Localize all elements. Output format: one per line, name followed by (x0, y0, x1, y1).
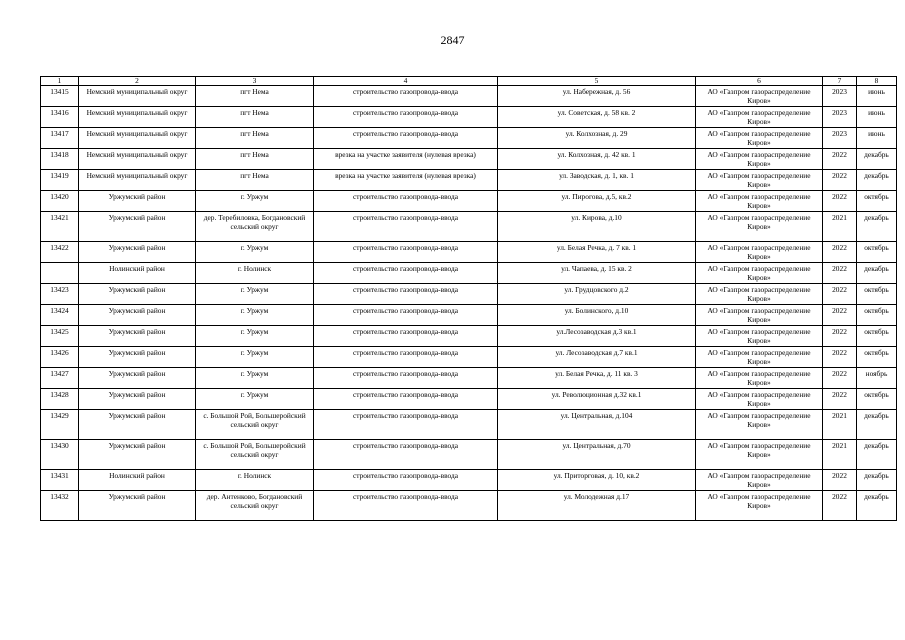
cell-year: 2021 (823, 410, 857, 440)
cell-year: 2022 (823, 191, 857, 212)
cell-month: октябрь (857, 347, 897, 368)
table-row (41, 86, 897, 107)
cell-locality: дер. Антенково, Богдановский сельский округ (196, 491, 314, 521)
cell-month: декабрь (857, 212, 897, 242)
table-row (41, 368, 897, 389)
cell-month: октябрь (857, 305, 897, 326)
table-row (41, 284, 897, 305)
cell-year: 2021 (823, 212, 857, 242)
cell-area: Уржумский район (79, 284, 196, 305)
table-header-row (41, 77, 897, 86)
cell-organization: АО «Газпром газораспределение Киров» (696, 440, 823, 470)
cell-area: Немский муниципальный округ (79, 107, 196, 128)
cell-id: 13431 (41, 470, 79, 491)
cell-locality: г. Уржум (196, 284, 314, 305)
cell-address: ул. Революционная д.32 кв.1 (498, 389, 696, 410)
column-header: 6 (696, 77, 823, 86)
cell-year: 2022 (823, 149, 857, 170)
table-row (41, 212, 897, 242)
cell-organization: АО «Газпром газораспределение Киров» (696, 389, 823, 410)
cell-work-type: строительство газопровода-ввода (314, 242, 498, 263)
column-header: 1 (41, 77, 79, 86)
cell-organization: АО «Газпром газораспределение Киров» (696, 470, 823, 491)
cell-year: 2022 (823, 347, 857, 368)
cell-id (41, 263, 79, 284)
cell-year: 2022 (823, 389, 857, 410)
cell-year: 2022 (823, 284, 857, 305)
cell-address: ул. Белая Речка, д. 11 кв. 3 (498, 368, 696, 389)
cell-organization: АО «Газпром газораспределение Киров» (696, 491, 823, 521)
cell-organization: АО «Газпром газораспределение Киров» (696, 326, 823, 347)
cell-month: декабрь (857, 440, 897, 470)
cell-year: 2023 (823, 107, 857, 128)
cell-address: ул. Пирогова, д.5, кв.2 (498, 191, 696, 212)
cell-month: октябрь (857, 326, 897, 347)
cell-year: 2022 (823, 470, 857, 491)
cell-area: Уржумский район (79, 326, 196, 347)
table-row (41, 326, 897, 347)
cell-address: ул. Центральная, д.70 (498, 440, 696, 470)
cell-organization: АО «Газпром газораспределение Киров» (696, 284, 823, 305)
cell-month: декабрь (857, 149, 897, 170)
cell-month: октябрь (857, 191, 897, 212)
cell-organization: АО «Газпром газораспределение Киров» (696, 191, 823, 212)
table-row (41, 191, 897, 212)
cell-work-type: строительство газопровода-ввода (314, 440, 498, 470)
cell-address: ул. Приторговая, д. 10, кв.2 (498, 470, 696, 491)
cell-area: Уржумский район (79, 440, 196, 470)
column-header: 2 (79, 77, 196, 86)
cell-address: ул. Лесозаводская д.7 кв.1 (498, 347, 696, 368)
cell-work-type: врезка на участке заявителя (нулевая врезка) (314, 149, 498, 170)
cell-work-type: строительство газопровода-ввода (314, 107, 498, 128)
cell-area: Уржумский район (79, 368, 196, 389)
cell-locality: пгт Нема (196, 170, 314, 191)
cell-locality: г. Уржум (196, 389, 314, 410)
table-row (41, 491, 897, 521)
cell-area: Немский муниципальный округ (79, 149, 196, 170)
cell-address: ул. Советская, д. 58 кв. 2 (498, 107, 696, 128)
cell-address: ул. Кирова, д.10 (498, 212, 696, 242)
cell-id: 13422 (41, 242, 79, 263)
table-row (41, 305, 897, 326)
cell-organization: АО «Газпром газораспределение Киров» (696, 107, 823, 128)
cell-id: 13417 (41, 128, 79, 149)
table-row (41, 149, 897, 170)
column-header: 3 (196, 77, 314, 86)
cell-address: ул.Лесозаводская д.3 кв.1 (498, 326, 696, 347)
cell-locality: пгт Нема (196, 149, 314, 170)
column-header: 7 (823, 77, 857, 86)
gas-connection-table (40, 76, 897, 521)
cell-area: Уржумский район (79, 389, 196, 410)
cell-area: Немский муниципальный округ (79, 128, 196, 149)
cell-organization: АО «Газпром газораспределение Киров» (696, 149, 823, 170)
cell-id: 13425 (41, 326, 79, 347)
cell-locality: с. Большой Рой, Большеройский сельский округ (196, 410, 314, 440)
cell-work-type: строительство газопровода-ввода (314, 347, 498, 368)
cell-id: 13418 (41, 149, 79, 170)
cell-area: Уржумский район (79, 491, 196, 521)
cell-year: 2022 (823, 242, 857, 263)
cell-id: 13419 (41, 170, 79, 191)
cell-id: 13429 (41, 410, 79, 440)
cell-work-type: строительство газопровода-ввода (314, 470, 498, 491)
cell-work-type: строительство газопровода-ввода (314, 368, 498, 389)
cell-month: июнь (857, 107, 897, 128)
cell-month: ноябрь (857, 368, 897, 389)
cell-id: 13424 (41, 305, 79, 326)
table-row (41, 347, 897, 368)
cell-month: июнь (857, 128, 897, 149)
cell-year: 2022 (823, 305, 857, 326)
cell-work-type: строительство газопровода-ввода (314, 410, 498, 440)
cell-locality: дер. Теребиловка, Богдановский сельский округ (196, 212, 314, 242)
cell-area: Уржумский район (79, 242, 196, 263)
cell-year: 2022 (823, 326, 857, 347)
cell-locality: г. Уржум (196, 305, 314, 326)
cell-id: 13432 (41, 491, 79, 521)
table-row (41, 263, 897, 284)
cell-month: июнь (857, 86, 897, 107)
cell-address: ул. Чапаева, д. 15 кв. 2 (498, 263, 696, 284)
cell-area: Немский муниципальный округ (79, 170, 196, 191)
cell-address: ул. Болинского, д.10 (498, 305, 696, 326)
cell-organization: АО «Газпром газораспределение Киров» (696, 263, 823, 284)
cell-id: 13426 (41, 347, 79, 368)
cell-month: декабрь (857, 170, 897, 191)
cell-locality: г. Нолинск (196, 263, 314, 284)
table-row (41, 440, 897, 470)
column-header: 8 (857, 77, 897, 86)
cell-address: ул. Молодежная д.17 (498, 491, 696, 521)
cell-year: 2022 (823, 170, 857, 191)
cell-month: декабрь (857, 263, 897, 284)
cell-address: ул. Набережная, д. 56 (498, 86, 696, 107)
cell-organization: АО «Газпром газораспределение Киров» (696, 170, 823, 191)
page-number: 2847 (440, 33, 465, 47)
cell-id: 13415 (41, 86, 79, 107)
cell-locality: г. Уржум (196, 242, 314, 263)
table-row (41, 128, 897, 149)
cell-month: декабрь (857, 491, 897, 521)
cell-year: 2022 (823, 491, 857, 521)
column-header: 5 (498, 77, 696, 86)
cell-month: декабрь (857, 410, 897, 440)
table-row (41, 107, 897, 128)
cell-id: 13421 (41, 212, 79, 242)
cell-month: октябрь (857, 242, 897, 263)
cell-organization: АО «Газпром газораспределение Киров» (696, 86, 823, 107)
cell-organization: АО «Газпром газораспределение Киров» (696, 128, 823, 149)
cell-locality: г. Уржум (196, 368, 314, 389)
cell-work-type: строительство газопровода-ввода (314, 191, 498, 212)
table-row (41, 242, 897, 263)
cell-locality: г. Уржум (196, 347, 314, 368)
cell-locality: пгт Нема (196, 86, 314, 107)
cell-organization: АО «Газпром газораспределение Киров» (696, 305, 823, 326)
cell-work-type: строительство газопровода-ввода (314, 326, 498, 347)
cell-area: Уржумский район (79, 212, 196, 242)
cell-area: Нолинский район (79, 470, 196, 491)
table-row (41, 170, 897, 191)
cell-month: декабрь (857, 470, 897, 491)
cell-address: ул. Колхозная, д. 42 кв. 1 (498, 149, 696, 170)
cell-area: Уржумский район (79, 191, 196, 212)
cell-area: Уржумский район (79, 347, 196, 368)
cell-address: ул. Белая Речка, д. 7 кв. 1 (498, 242, 696, 263)
cell-address: ул. Колхозная, д. 29 (498, 128, 696, 149)
cell-address: ул. Грудцовского д.2 (498, 284, 696, 305)
cell-id: 13428 (41, 389, 79, 410)
cell-area: Уржумский район (79, 410, 196, 440)
cell-id: 13416 (41, 107, 79, 128)
cell-organization: АО «Газпром газораспределение Киров» (696, 212, 823, 242)
column-header: 4 (314, 77, 498, 86)
cell-id: 13430 (41, 440, 79, 470)
cell-locality: г. Уржум (196, 326, 314, 347)
cell-organization: АО «Газпром газораспределение Киров» (696, 368, 823, 389)
cell-area: Уржумский район (79, 305, 196, 326)
cell-year: 2023 (823, 86, 857, 107)
cell-address: ул. Центральная, д.104 (498, 410, 696, 440)
cell-id: 13420 (41, 191, 79, 212)
cell-id: 13423 (41, 284, 79, 305)
cell-organization: АО «Газпром газораспределение Киров» (696, 347, 823, 368)
table-row (41, 410, 897, 440)
table-row (41, 470, 897, 491)
cell-locality: с. Большой Рой, Большеройский сельский округ (196, 440, 314, 470)
cell-locality: г. Нолинск (196, 470, 314, 491)
cell-organization: АО «Газпром газораспределение Киров» (696, 242, 823, 263)
cell-work-type: строительство газопровода-ввода (314, 263, 498, 284)
cell-work-type: строительство газопровода-ввода (314, 305, 498, 326)
cell-year: 2021 (823, 440, 857, 470)
cell-work-type: врезка на участке заявителя (нулевая врезка) (314, 170, 498, 191)
cell-month: октябрь (857, 284, 897, 305)
cell-address: ул. Заводская, д. 1, кв. 1 (498, 170, 696, 191)
cell-locality: пгт Нема (196, 107, 314, 128)
cell-id: 13427 (41, 368, 79, 389)
cell-organization: АО «Газпром газораспределение Киров» (696, 410, 823, 440)
cell-work-type: строительство газопровода-ввода (314, 128, 498, 149)
cell-month: октябрь (857, 389, 897, 410)
cell-work-type: строительство газопровода-ввода (314, 491, 498, 521)
cell-locality: пгт Нема (196, 128, 314, 149)
cell-area: Немский муниципальный округ (79, 86, 196, 107)
cell-work-type: строительство газопровода-ввода (314, 212, 498, 242)
cell-locality: г. Уржум (196, 191, 314, 212)
table-row (41, 389, 897, 410)
cell-work-type: строительство газопровода-ввода (314, 86, 498, 107)
cell-work-type: строительство газопровода-ввода (314, 389, 498, 410)
cell-work-type: строительство газопровода-ввода (314, 284, 498, 305)
cell-area: Нолинский район (79, 263, 196, 284)
cell-year: 2022 (823, 368, 857, 389)
cell-year: 2023 (823, 128, 857, 149)
cell-year: 2022 (823, 263, 857, 284)
